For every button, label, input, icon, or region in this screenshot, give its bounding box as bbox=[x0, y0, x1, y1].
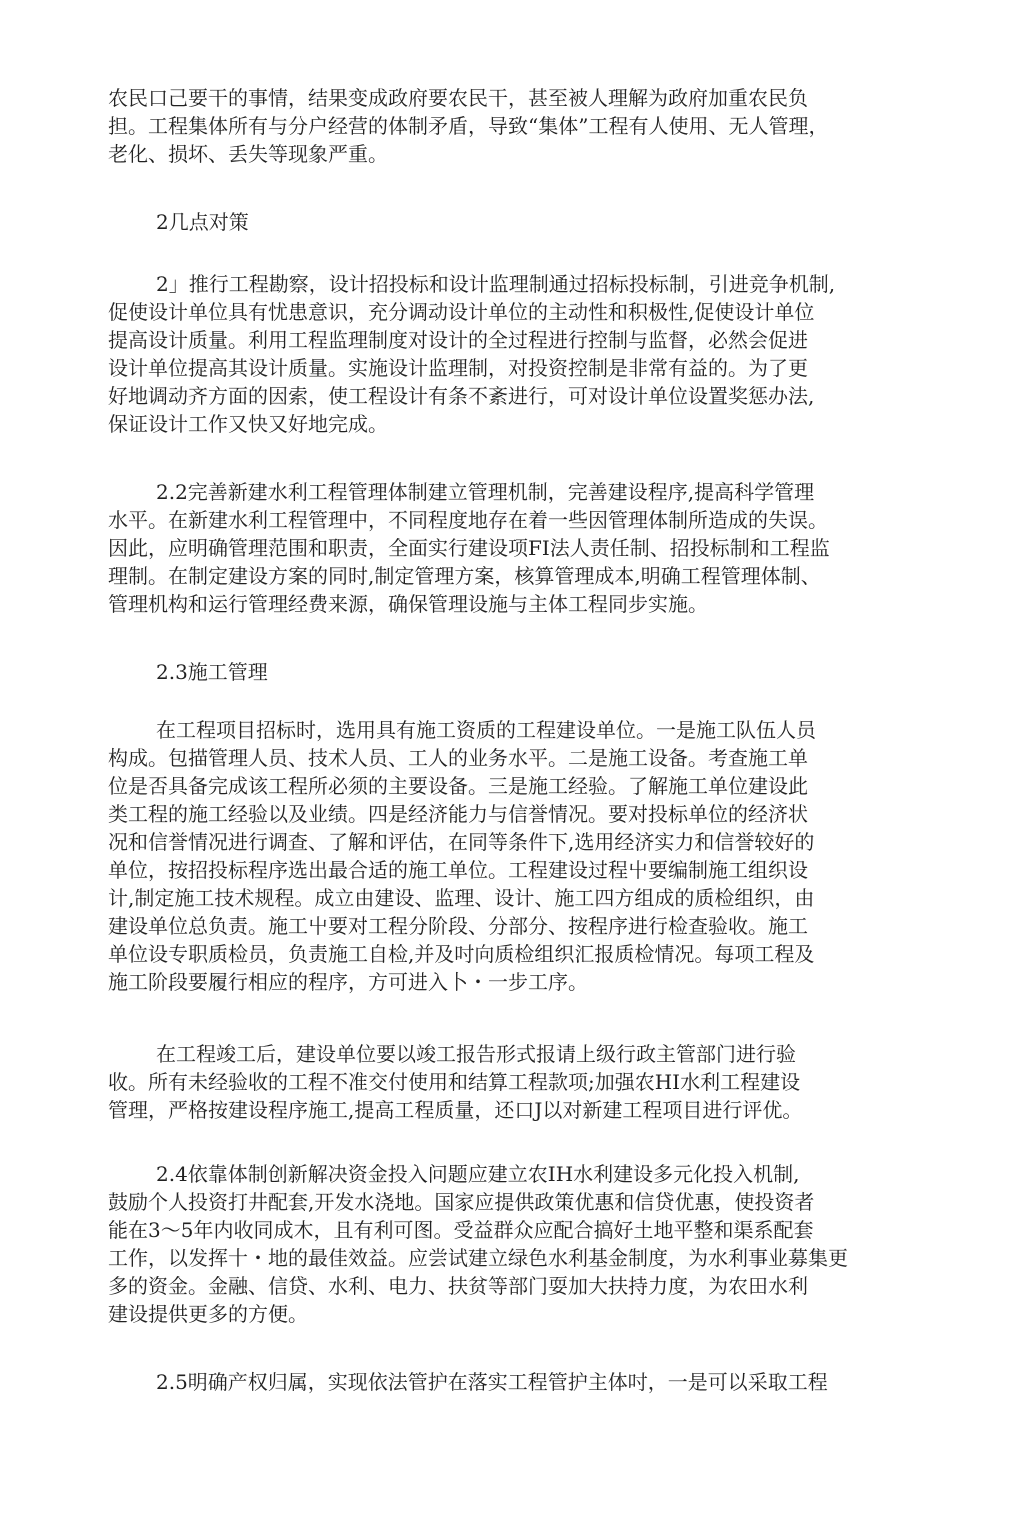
paragraph-2-4 bbox=[108, 1160, 868, 1328]
text-line: 2.4依靠体制创新解决资金投入问题应建立农IH水利建设多元化投入机制, bbox=[156, 1162, 800, 1186]
section-heading: 2几点对策 bbox=[156, 210, 249, 234]
text-line: 能在3〜5年内收同成木，且有利可图。受益群众应配合搞好土地平整和渠系配套 bbox=[108, 1218, 814, 1242]
paragraph-acceptance bbox=[108, 1040, 868, 1124]
text-line: 构成。包描管理人员、技术人员、工人的业务水平。二是施工设备。考查施工单 bbox=[108, 746, 808, 770]
paragraph-intro bbox=[108, 84, 868, 168]
paragraph-2-1 bbox=[108, 270, 868, 438]
text-line: 因此，应明确管理范围和职责，全面实行建设项FI法人责任制、招投标制和工程监 bbox=[108, 536, 830, 560]
text-line: 况和信誉情况进行调查、了解和评估，在同等条件下,选用经济实力和信誉较好的 bbox=[108, 830, 815, 854]
text-line: 2.5明确产权归属，实现依法管护在落实工程管护主体吋，一是可以采取工程 bbox=[156, 1370, 828, 1394]
text-line: 在工程项目招标时，选用具有施工资质的工程建设单位。一是施工队伍人员 bbox=[156, 718, 816, 742]
text-line: 单位设专职质检员，负责施工自检,并及吋向质检组织汇报质检情况。每项工程及 bbox=[108, 942, 815, 966]
text-line: 工作，以发挥十・地的最佳效益。应尝试建立绿色水利基金制度，为水利事业募集更 bbox=[108, 1246, 848, 1270]
text-line: 施工阶段要履行相应的程序，方可进入卜・一步工序。 bbox=[108, 970, 588, 994]
paragraph-construction bbox=[108, 716, 868, 996]
text-line: 管理机构和运行管理经费来源，确保管理设施与主体工程同步实施。 bbox=[108, 592, 708, 616]
text-line: 2.2完善新建水利工程管理体制建立管理机制，完善建设程序,提高科学管理 bbox=[156, 480, 815, 504]
text-line: 计,制定施工技术规程。成立由建设、监理、设计、施工四方组成的质检组织，由 bbox=[108, 886, 815, 910]
text-line: 担。工程集体所有与分户经营的体制矛盾，导致“集体”工程有人使用、无人管理， bbox=[108, 114, 829, 138]
text-line: 促使设计单位具有忧患意识，充分调动设计单位的主动性和积极性,促使设计单位 bbox=[108, 300, 815, 324]
text-line: 理制。在制定建设方案的同时,制定管理方案，核算管理成本,明确工程管理体制、 bbox=[108, 564, 821, 588]
text-line: 2」推行工程勘察，设计招投标和设计监理制通过招标投标制，引进竞争机制, bbox=[156, 272, 836, 296]
text-line: 多的资金。金融、信贷、水利、电力、扶贫等部门耍加大扶持力度，为农田水利 bbox=[108, 1274, 808, 1298]
text-line: 好地调动齐方面的因索，使工程设计有条不紊进行，可对设计单位设置奖惩办法, bbox=[108, 384, 815, 408]
text-line: 提高设计质量。利用工程监理制度对设计的全过程进行控制与监督，必然会促进 bbox=[108, 328, 808, 352]
text-line: 鼓励个人投资打井配套,开发水浇地。国家应提供政策优惠和信贷优惠，使投资者 bbox=[108, 1190, 815, 1214]
text-line: 老化、损坏、丢失等现象严重。 bbox=[108, 142, 388, 166]
paragraph-2-5 bbox=[108, 1368, 868, 1396]
text-line: 单位，按招投标程序选出最合适的施工单位。工程建设过程屮要编制施工组织设 bbox=[108, 858, 808, 882]
text-line: 在工程竣工后，建设单位要以竣工报告形式报请上级行政主管部门进行验 bbox=[156, 1042, 796, 1066]
section-heading: 2.3施工管理 bbox=[156, 660, 268, 684]
text-line: 设计单位提高其设计质量。实施设计监理制，对投资控制是非常有益的。为了更 bbox=[108, 356, 808, 380]
text-line: 建设提供更多的方便。 bbox=[108, 1302, 308, 1326]
text-line: 建设单位总负责。施工屮要对工程分阶段、分部分、按程序进行检查验收。施工 bbox=[108, 914, 808, 938]
paragraph-2-2 bbox=[108, 478, 868, 618]
text-line: 农民口己要干的事情，结果变成政府要农民干，甚至被人理解为政府加重农民负 bbox=[108, 86, 808, 110]
text-line: 保证设计工作又快又好地完成。 bbox=[108, 412, 388, 436]
text-line: 类工程的施工经验以及业绩。四是经济能力与信誉情况。要对投标单位的经济状 bbox=[108, 802, 808, 826]
text-line: 位是否具备完成该工程所必须的主要设备。三是施工经验。了解施工单位建设此 bbox=[108, 774, 808, 798]
text-line: 管理，严格按建设程序施工,提高工程质量，还口J以对新建工程项目进行评优。 bbox=[108, 1098, 803, 1122]
text-line: 收。所有未经验收的工程不准交付使用和结算工程款项;加强农HI水利工程建设 bbox=[108, 1070, 801, 1094]
text-line: 水平。在新建水利工程管理中，不同程度地存在着一些因管理体制所造成的失误。 bbox=[108, 508, 828, 532]
